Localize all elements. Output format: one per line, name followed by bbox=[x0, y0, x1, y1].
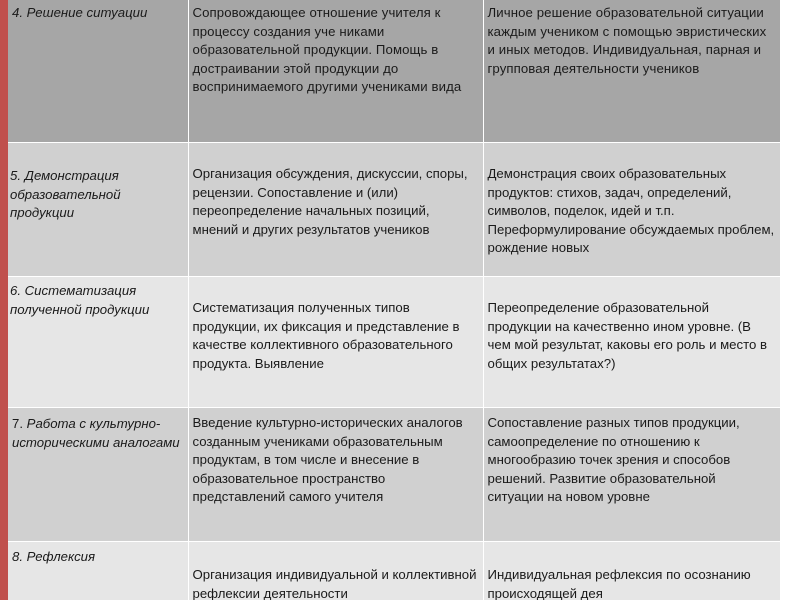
teacher-activity-cell bbox=[188, 408, 483, 542]
stage-label: 8. Рефлексия bbox=[12, 549, 96, 564]
teacher-activity-text: Систематизация полученных типов продукции, их фиксация и представление в качестве коллективного образовательного продукта. Выявление bbox=[192, 300, 460, 371]
teacher-activity-text: Сопровождающее отношение учителя к процессу создания уче никами образовательной продукции. Помощь в достраивании этой продукции до воспринимаемого другими учениками вида bbox=[192, 5, 462, 95]
stage-cell bbox=[8, 408, 188, 542]
student-activity-cell bbox=[483, 542, 780, 600]
teacher-activity-text: Организация обсуждения, дискуссии, споры, рецензии. Сопоставление и (или) переопределение начальных позиций, мнений и других результатов учеников bbox=[192, 166, 468, 237]
table-row bbox=[8, 542, 780, 600]
slide-content bbox=[8, 0, 800, 600]
teacher-activity-text: Организация индивидуальной и коллективной рефлексии деятельности bbox=[192, 567, 477, 600]
student-activity-text: Индивидуальная рефлексия по осознанию происходящей дея bbox=[487, 567, 751, 600]
slide-accent-bar bbox=[0, 0, 8, 600]
table-row bbox=[8, 277, 780, 408]
student-activity-cell bbox=[483, 408, 780, 542]
teacher-activity-cell bbox=[188, 277, 483, 408]
stage-label bbox=[8, 408, 188, 452]
table-row bbox=[8, 143, 780, 277]
teacher-activity-text: Введение культурно-исторических аналогов созданным учениками образовательным продуктам, в том числе и внесение в образовательное пространство представлений самого учителя bbox=[192, 415, 463, 505]
table-row bbox=[8, 408, 780, 542]
stage-label: 6. Систематизация полученной продукции bbox=[10, 283, 150, 317]
stage-cell bbox=[8, 143, 188, 277]
stage-cell bbox=[8, 542, 188, 600]
student-activity-text: Сопоставление разных типов продукции, самоопределение по отношению к многообразию точек зрения и способов решений. Развитие образовательной ситуации на новом уровне bbox=[487, 415, 740, 505]
student-activity-text: Личное решение образовательной ситуации каждым учеником с помощью эвристических и иных методов. Индивидуальная, парная и групповая деятельности учеников bbox=[487, 5, 767, 76]
teacher-activity-cell bbox=[188, 0, 483, 143]
student-activity-cell bbox=[483, 277, 780, 408]
stage-label: 5. Демонстрация образовательной продукции bbox=[10, 168, 121, 221]
student-activity-text: Переопределение образовательной продукции на качественно ином уровне. (В чем мой результат, каковы его роль и место в общих результатах?) bbox=[487, 300, 767, 371]
stage-label: 4. Решение ситуации bbox=[12, 5, 148, 20]
lesson-stages-table bbox=[8, 0, 781, 600]
stage-cell bbox=[8, 277, 188, 408]
stage-number: 7. bbox=[12, 416, 27, 431]
table-row bbox=[8, 0, 780, 143]
student-activity-cell bbox=[483, 0, 780, 143]
teacher-activity-cell bbox=[188, 143, 483, 277]
student-activity-cell bbox=[483, 143, 780, 277]
student-activity-text: Демонстрация своих образовательных продуктов: стихов, задач, определений, символов, поделок, идей и т.п. Переформулирование обсуждаемых проблем, рождение новых bbox=[487, 166, 775, 256]
stage-title: Работа с культурно-историческими аналогами bbox=[12, 416, 180, 450]
stage-cell bbox=[8, 0, 188, 143]
teacher-activity-cell bbox=[188, 542, 483, 600]
